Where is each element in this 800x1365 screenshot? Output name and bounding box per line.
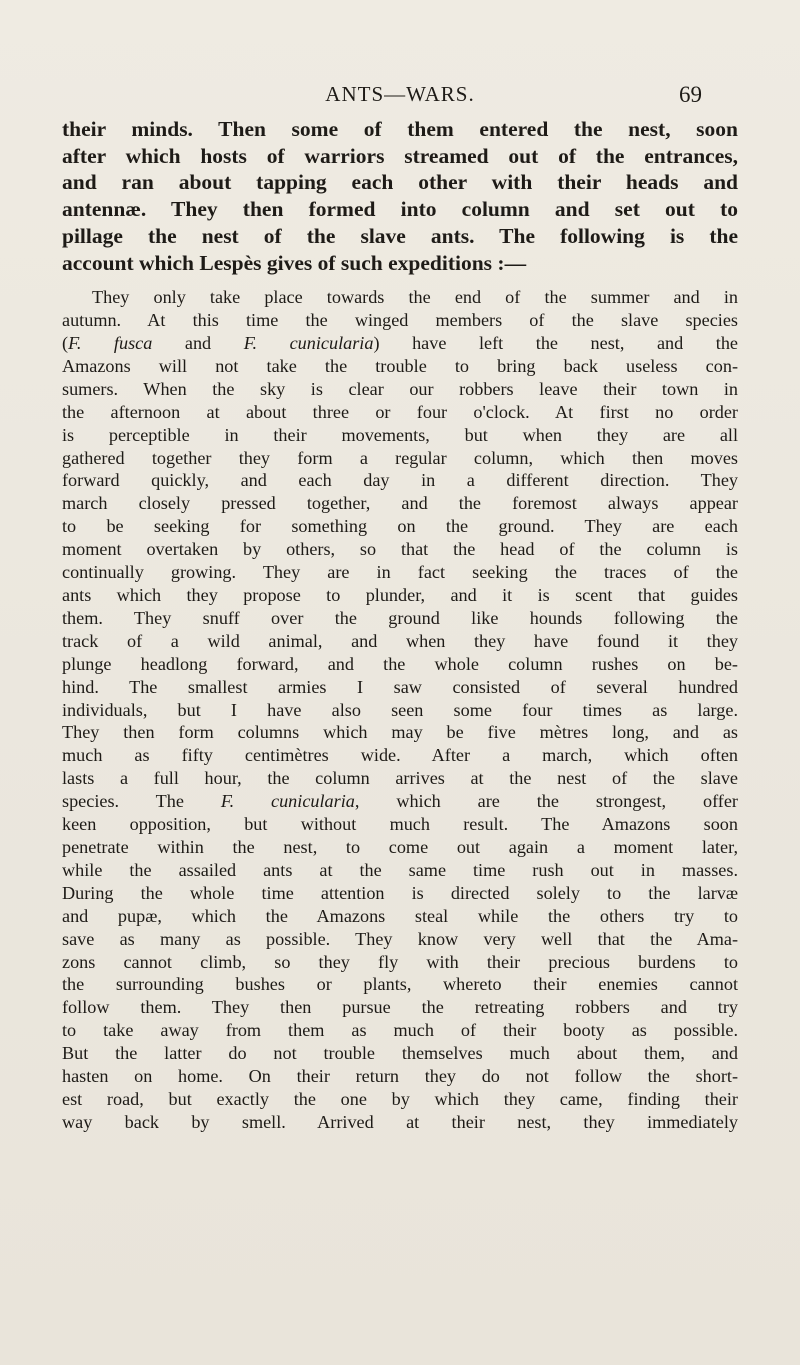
text-line: forward quickly, and each day in a different direction. They bbox=[62, 470, 738, 491]
text-line: lasts a full hour, the column arrives at the nest of the slave bbox=[62, 768, 738, 789]
text-line: them. They snuff over the ground like hounds following the bbox=[62, 607, 738, 628]
text-line: march closely pressed together, and the foremost always appear bbox=[62, 493, 738, 514]
text-line: zons cannot climb, so they fly with their precious burdens to bbox=[62, 951, 738, 972]
text-line: way back by smell. Arrived at their nest, they immediately bbox=[62, 1111, 738, 1132]
text-line: sumers. When the sky is clear our robbers leave their town in bbox=[62, 378, 738, 399]
text-line: pillage the nest of the slave ants. The following is the bbox=[62, 223, 738, 248]
text-line: During the whole time attention is directed solely to the larvæ bbox=[62, 882, 738, 903]
text-line: is perceptible in their movements, but when they are all bbox=[62, 424, 738, 445]
quoted-passage bbox=[62, 286, 738, 1134]
text-line: the afternoon at about three or four o'clock. At first no order bbox=[62, 401, 738, 422]
running-head bbox=[0, 82, 800, 112]
text-line: ants which they propose to plunder, and it is scent that guides bbox=[62, 585, 738, 605]
body-text bbox=[62, 116, 738, 1134]
species-name: F. cunicularia bbox=[243, 333, 374, 354]
text-line: penetrate within the nest, to come out again a moment later, bbox=[62, 836, 738, 857]
text-line: moment overtaken by others, so that the head of the column is bbox=[62, 539, 738, 560]
text-line: hind. The smallest armies I saw consisted of several hundred bbox=[62, 676, 738, 697]
text-line: plunge headlong forward, and the whole column rushes on be- bbox=[62, 653, 738, 674]
text-line: They then form columns which may be five mètres long, and as bbox=[62, 722, 738, 743]
text-line: species. The F. cunicularia, which are the strongest, offer bbox=[62, 791, 738, 812]
text-line: save as many as possible. They know very well that the Ama- bbox=[62, 928, 738, 949]
text-line: the surrounding bushes or plants, whereto their enemies cannot bbox=[62, 974, 738, 995]
species-name: F. cunicularia bbox=[220, 791, 355, 812]
text-line: continually growing. They are in fact seeking the traces of the bbox=[62, 562, 738, 583]
text-line: to take away from them as much of their booty as possible. bbox=[62, 1020, 738, 1041]
text-line: account which Lespès gives of such expeditions :— bbox=[62, 250, 527, 275]
text-line: est road, but exactly the one by which they came, finding their bbox=[62, 1088, 738, 1109]
species-name: F. fusca bbox=[68, 333, 153, 354]
text-line: Amazons will not take the trouble to bring back useless con- bbox=[62, 355, 738, 376]
text-line: individuals, but I have also seen some four times as large. bbox=[62, 699, 738, 720]
text-line: follow them. They then pursue the retreating robbers and try bbox=[62, 997, 738, 1018]
text-line: to be seeking for something on the ground. They are each bbox=[62, 516, 738, 537]
page-number: 69 bbox=[679, 82, 702, 107]
text-line: autumn. At this time the winged members of the slave species bbox=[62, 310, 738, 331]
text-line: But the latter do not trouble themselves much about them, and bbox=[62, 1043, 738, 1064]
text-line: keen opposition, but without much result. The Amazons soon bbox=[62, 814, 738, 835]
running-title: ANTS—WARS. bbox=[325, 82, 475, 106]
intro-paragraph bbox=[62, 116, 738, 276]
text-line: track of a wild animal, and when they have found it they bbox=[62, 630, 738, 651]
text-line: much as fifty centimètres wide. After a march, which often bbox=[62, 745, 738, 766]
text-line: hasten on home. On their return they do not follow the short- bbox=[62, 1066, 738, 1087]
text-line: (F. fusca and F. cunicularia) have left the nest, and the bbox=[62, 333, 738, 354]
text-line: gathered together they form a regular column, which then moves bbox=[62, 447, 738, 468]
text-line: and ran about tapping each other with their heads and bbox=[62, 170, 738, 195]
text-line: antennæ. They then formed into column and set out to bbox=[62, 197, 738, 222]
text-line: and pupæ, which the Amazons steal while the others try to bbox=[62, 905, 738, 926]
text-line: after which hosts of warriors streamed out of the entrances, bbox=[62, 143, 738, 168]
text-line: They only take place towards the end of the summer and in bbox=[92, 287, 738, 308]
text-line: while the assailed ants at the same time rush out in masses. bbox=[62, 859, 738, 880]
text-line: their minds. Then some of them entered the nest, soon bbox=[62, 117, 738, 141]
